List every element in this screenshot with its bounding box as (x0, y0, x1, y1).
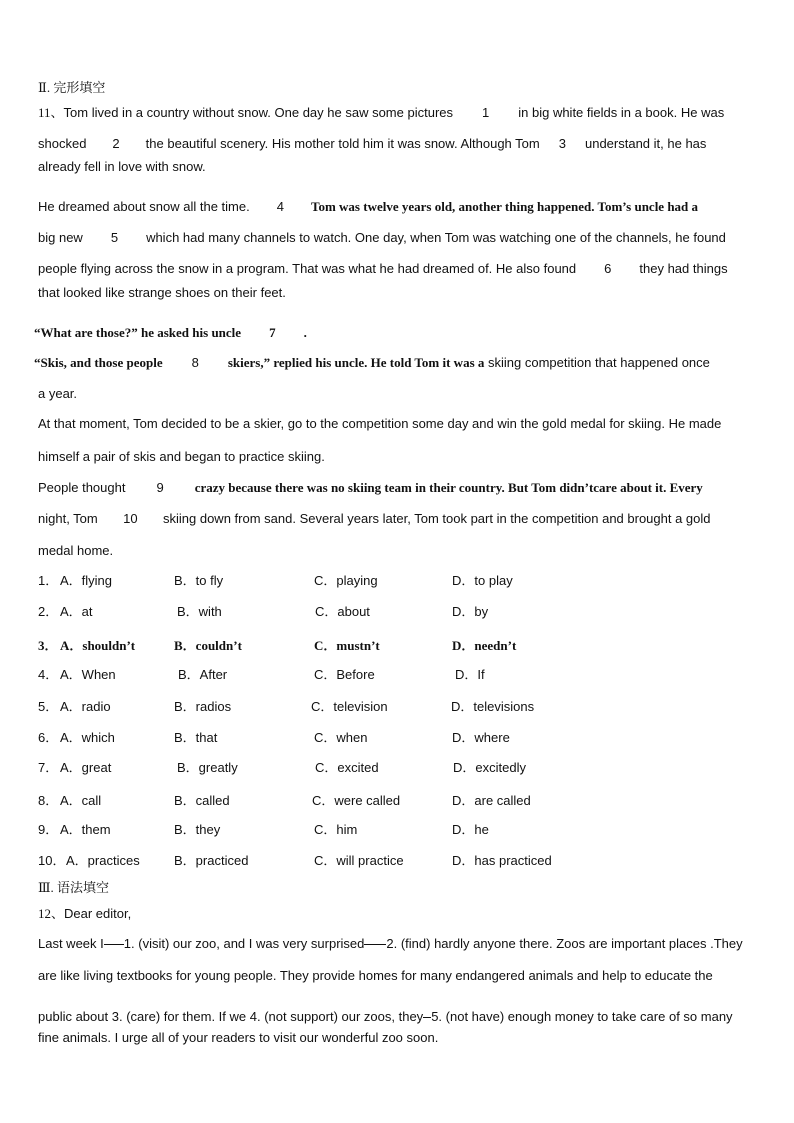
letter-salutation-line (38, 906, 131, 922)
passage-text: skiers,” replied his uncle. He told Tom it was a (227, 355, 485, 370)
option-c[interactable]: C．were called (312, 793, 401, 808)
passage-text: medal home. (38, 543, 114, 558)
passage-text: big new (38, 230, 83, 245)
option-c[interactable]: C．will practice (314, 853, 404, 868)
blank-number-2: 2. (386, 936, 398, 951)
option-c[interactable]: C．Before (314, 667, 375, 682)
passage-text: which had many channels to watch. One day, when Tom was watching one of the channels, he found (146, 230, 726, 245)
option-d[interactable]: D．needn’t (452, 638, 517, 653)
passage-text: skiing down from sand. Several years later, Tom took part in the competition and brought a gold (163, 511, 711, 526)
option-b[interactable]: B．to fly (174, 573, 224, 588)
answer-underline-2 (364, 944, 386, 945)
option-b[interactable]: B．greatly (177, 760, 238, 775)
option-d[interactable]: D．If (455, 667, 485, 682)
option-c[interactable]: C．him (314, 822, 358, 837)
answer-underline-5 (423, 1017, 431, 1018)
option-d[interactable]: D．to play (452, 573, 513, 588)
letter-text: (care) for them. If we 4. (126, 1009, 261, 1024)
option-number: 8． (38, 793, 59, 808)
option-a[interactable]: A．at (60, 604, 93, 619)
option-b[interactable]: B．radios (174, 699, 232, 714)
option-number: 2． (38, 604, 59, 619)
passage-text: “Skis, and those people (34, 355, 163, 370)
passage-line-11 (38, 416, 721, 432)
blank-10: 10 (123, 511, 138, 526)
passage-line-1 (38, 105, 724, 121)
option-d[interactable]: D．has practiced (452, 853, 552, 868)
option-number: 6． (38, 730, 59, 745)
answer-underline-1 (104, 944, 124, 945)
passage-text: He dreamed about snow all the time. (38, 199, 250, 214)
passage-text: . (303, 325, 307, 340)
blank-number-5: 5. (431, 1009, 443, 1024)
passage-text: himself a pair of skis and began to practice skiing. (38, 449, 325, 464)
letter-text: (not have) enough money to take care of so many (445, 1009, 733, 1024)
option-d[interactable]: D．excitedly (453, 760, 526, 775)
option-d[interactable]: D．are called (452, 793, 531, 808)
blank-2: 2 (112, 136, 120, 151)
passage-line-8 (34, 325, 307, 341)
passage-line-13 (38, 480, 703, 496)
option-c[interactable]: C．when (314, 730, 368, 745)
passage-line-15 (38, 543, 113, 559)
option-b[interactable]: B．with (177, 604, 222, 619)
option-a[interactable]: A．radio (60, 699, 111, 714)
letter-text: are like living textbooks for young people. They provide homes for many endangered animals and help to educate the (38, 968, 713, 983)
option-number: 5． (38, 699, 59, 714)
passage-line-14 (38, 511, 711, 527)
option-a[interactable]: A．call (60, 793, 102, 808)
option-b[interactable]: B．practiced (174, 853, 249, 868)
passage-text: Tom was twelve years old, another thing happened. Tom’s uncle had a (310, 199, 699, 214)
option-b[interactable]: B．called (174, 793, 230, 808)
option-b[interactable]: B．couldn’t (174, 638, 242, 653)
passage-text: At that moment, Tom decided to be a skier, go to the competition some day and win the gold medal for skiing. He made (38, 416, 722, 431)
passage-line-2 (38, 136, 706, 152)
option-a[interactable]: A．great (60, 760, 112, 775)
question-number-12: 12、 (38, 906, 65, 921)
passage-line-4 (38, 199, 698, 215)
option-d[interactable]: D．by (452, 604, 489, 619)
passage-text: understand it, he has (584, 136, 707, 151)
section-2-heading (38, 80, 105, 96)
blank-6: 6 (604, 261, 612, 276)
question-number-11: 11、 (38, 105, 64, 120)
passage-text: night, Tom (38, 511, 98, 526)
passage-text: the beautiful scenery. His mother told him it was snow. Although Tom (145, 136, 540, 151)
option-d[interactable]: D．he (452, 822, 489, 837)
blank-4: 4 (276, 199, 284, 214)
passage-text: shocked (38, 136, 87, 151)
option-a[interactable]: A．shouldn’t (60, 638, 136, 653)
passage-text: skiing competition that happened once (488, 355, 710, 370)
letter-text: public about 3. (38, 1009, 123, 1024)
passage-text: Tom lived in a country without snow. One day he saw some pictures (63, 105, 453, 120)
passage-line-12 (38, 449, 325, 465)
passage-line-7 (38, 285, 286, 301)
passage-line-9 (34, 355, 710, 371)
option-d[interactable]: D．televisions (451, 699, 535, 714)
option-number: 1． (38, 573, 59, 588)
option-b[interactable]: B．After (178, 667, 228, 682)
passage-line-3 (38, 159, 206, 175)
letter-text: fine animals. I urge all of your readers to visit our wonderful zoo soon. (38, 1030, 439, 1045)
option-a[interactable]: A．When (60, 667, 116, 682)
blank-9: 9 (156, 480, 164, 495)
letter-line-4 (38, 1030, 438, 1046)
passage-line-5 (38, 230, 726, 246)
passage-line-10 (38, 386, 77, 402)
option-a[interactable]: A．which (60, 730, 115, 745)
blank-number-1: 1. (123, 936, 135, 951)
option-a[interactable]: A．practices (66, 853, 140, 868)
letter-text: (visit) our zoo, and I was very surprised (138, 936, 365, 951)
blank-3: 3 (558, 136, 566, 151)
letter-text: (find) hardly anyone there. Zoos are important places .They (400, 936, 743, 951)
option-number: 9． (38, 822, 59, 837)
passage-text: in big white fields in a book. He was (518, 105, 725, 120)
section-3-heading (38, 880, 109, 896)
option-number: 7． (38, 760, 59, 775)
passage-text: People thought (38, 480, 126, 495)
passage-text: a year. (38, 386, 78, 401)
option-a[interactable]: A．flying (60, 573, 113, 588)
option-c[interactable]: C．television (311, 699, 388, 714)
option-d[interactable]: D．where (452, 730, 510, 745)
letter-line-1 (38, 936, 743, 952)
section-2-heading-text: Ⅱ. 完形填空 (38, 80, 106, 95)
option-b[interactable]: B．that (174, 730, 218, 745)
option-a[interactable]: A．them (60, 822, 111, 837)
passage-line-6 (38, 261, 728, 277)
option-number: 3． (38, 638, 58, 653)
passage-text: “What are those?” he asked his uncle (34, 325, 242, 340)
passage-text: already fell in love with snow. (38, 159, 206, 174)
option-c[interactable]: C．excited (315, 760, 379, 775)
passage-text: people flying across the snow in a program. That was what he had dreamed of. He also found (38, 261, 577, 276)
option-b[interactable]: B．they (174, 822, 221, 837)
letter-line-3 (38, 1009, 733, 1025)
letter-salutation: Dear editor, (64, 906, 132, 921)
blank-8: 8 (191, 355, 199, 370)
passage-text: crazy because there was no skiing team in their country. But Tom didn’tcare about it. Every (194, 480, 703, 495)
option-number: 10． (38, 853, 66, 868)
option-c[interactable]: C．about (315, 604, 370, 619)
letter-text: (not support) our zoos, they (264, 1009, 424, 1024)
letter-line-2 (38, 968, 713, 984)
passage-text: that looked like strange shoes on their feet. (38, 285, 286, 300)
blank-5: 5 (110, 230, 119, 245)
blank-7: 7 (269, 325, 276, 340)
passage-text: they had things (639, 261, 728, 276)
option-c[interactable]: C．playing (314, 573, 378, 588)
option-c[interactable]: C．mustn’t (314, 638, 380, 653)
option-number: 4． (38, 667, 59, 682)
letter-text: Last week I (38, 936, 104, 951)
section-3-heading-text: Ⅲ. 语法填空 (38, 880, 110, 895)
blank-1: 1 (482, 105, 490, 120)
